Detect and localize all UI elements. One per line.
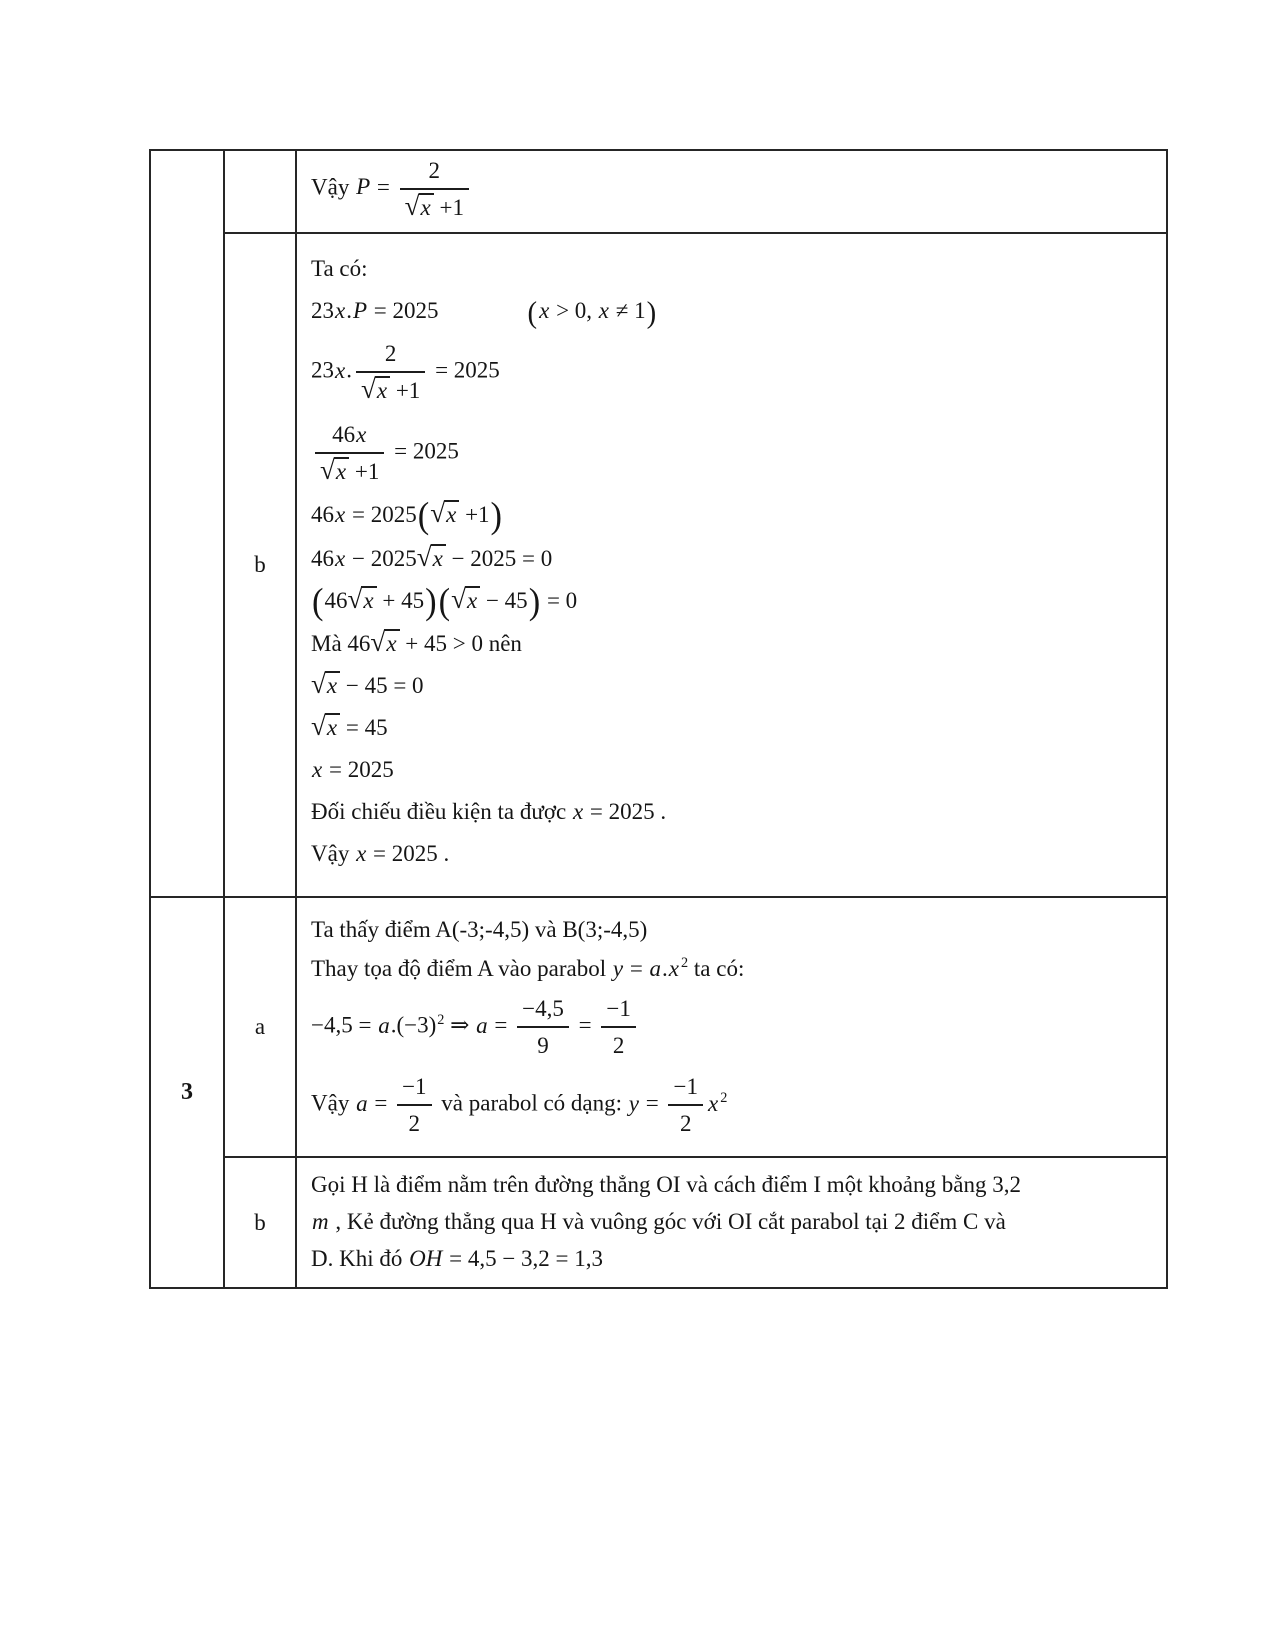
math-line: Ta có: (311, 256, 368, 282)
part-label-cell-q3a: a (224, 897, 296, 1157)
math-line: Vậy x = 2025 . (311, 841, 450, 867)
math-line: $-4,5 = a.(-3)^2$ ⇒ a = $\frac{-4,5}{9}$ = $\frac{-1}{2}$ (311, 992, 1152, 1062)
math-line: √x = 45 (311, 711, 388, 742)
math-line: 46x = 2025(√x +1) (311, 496, 503, 537)
solution-cell-q3a (296, 897, 1167, 1157)
math-line: (46√x + 45)(√x − 45) = 0 (312, 581, 578, 622)
solution-cell-q2-conclusion (296, 150, 1167, 233)
math-line: Đối chiếu điều kiện ta được x = 2025 . (311, 799, 667, 825)
question-number-cell-q3: 3 (150, 897, 224, 1288)
part-label-cell-q2b: b (224, 233, 296, 897)
part-label-cell-q3b: b (224, 1157, 296, 1288)
math-line: x = 2025 (312, 757, 394, 783)
question-number-cell-q2 (150, 150, 224, 897)
part-label-cell-q2-top (224, 150, 296, 233)
math-line: 23x.P = 2025 (x > 0, x ≠ 1) (311, 295, 657, 330)
math-line: Vậy a = $\frac{-1}{2}$ và parabol có dạng: y = $\frac{-1}{2}$ x $^2$ (311, 1070, 1152, 1140)
math-line: Vậy P = $\frac{2}{√x +1}$ (311, 154, 1152, 224)
math-line: Mà 46√x + 45 > 0 nên (311, 627, 522, 658)
solution-cell-q2b (296, 233, 1167, 897)
math-line: D. Khi đó OH = 4,5 − 3,2 = 1,3 (311, 1246, 604, 1272)
math-line: m , Kẻ đường thẳng qua H và vuông góc với OI cắt parabol tại 2 điểm C và (312, 1209, 1006, 1235)
math-line: Gọi H là điểm nằm trên đường thẳng OI và cách điểm I một khoảng bằng 3,2 (311, 1172, 1021, 1198)
solution-cell-q3b (296, 1157, 1167, 1288)
math-line: Ta thấy điểm A(-3;-4,5) và B(3;-4,5) (311, 917, 648, 943)
math-line: √x − 45 = 0 (311, 669, 424, 700)
math-line: $\frac{46x}{√x +1}$ = 2025 (311, 418, 1152, 488)
math-line: Thay tọa độ điểm A vào parabol y = a.x $^2$ ta có: (311, 955, 745, 982)
math-line: 46x − 2025√x − 2025 = 0 (311, 541, 553, 572)
solution-table (149, 149, 1168, 1289)
math-line: 23x. $\frac{2}{√x +1}$ = 2025 (311, 337, 1152, 407)
